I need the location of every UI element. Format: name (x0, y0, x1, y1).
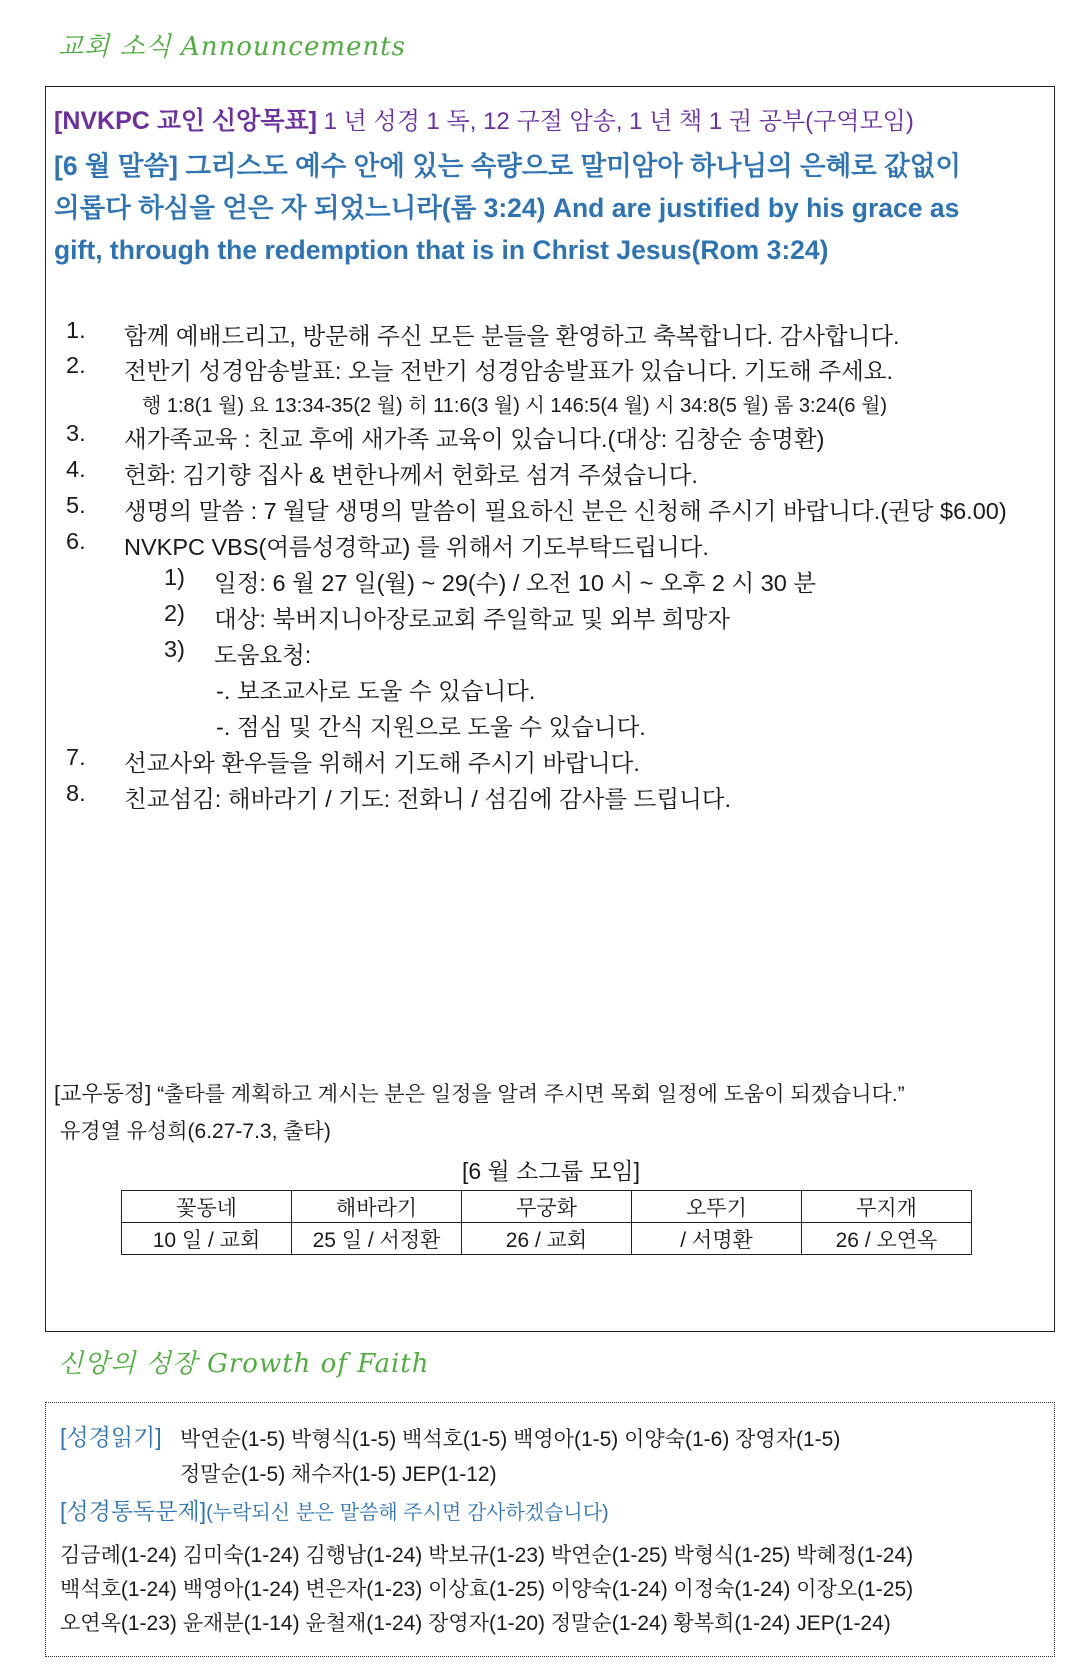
subitem-text: 일정: 6 월 27 일(월) ~ 29(수) / 오전 10 시 ~ 오후 2 시 30 분 (214, 570, 817, 596)
faith-goal (54, 101, 914, 137)
table-row (122, 1223, 972, 1255)
reading-label: [성경읽기] (60, 1424, 162, 1450)
help-text: -. 점심 및 간식 지원으로 도울 수 있습니다. (216, 714, 646, 740)
quiz-names-line: 오연옥(1-23) 윤재분(1-14) 윤철재(1-24) 장영자(1-20) 정말순(1-24) 황복희(1-24) JEP(1-24) (60, 1612, 891, 1635)
member-news (54, 1077, 905, 1108)
item-text: 친교섬김: 해바라기 / 기도: 전화니 / 섬김에 감사를 드립니다. (124, 786, 732, 812)
quiz-names (60, 1539, 1050, 1641)
item-number: 5. (66, 492, 86, 518)
table-cell: / 서명환 (632, 1223, 802, 1255)
quiz-row (60, 1493, 609, 1526)
quiz-names-line: 백석호(1-24) 백영아(1-24) 변은자(1-23) 이상효(1-25) 이양숙(1-24) 이정숙(1-24) 이장오(1-25) (60, 1578, 914, 1601)
faith-goal-label: [NVKPC 교인 신앙목표] (54, 107, 317, 135)
item-number: 8. (66, 780, 86, 806)
item-number: 6. (66, 528, 86, 554)
item-text: 함께 예배드리고, 방문해 주신 모든 분들을 환영하고 축복합니다. 감사합니다. (124, 323, 900, 349)
item-text: NVKPC VBS(여름성경학교) 를 위해서 기도부탁드립니다. (124, 534, 709, 560)
verse-line: 의롭다 하심을 얻은 자 되었느니라(롬 3:24) And are justified by his grace as (54, 193, 960, 223)
item-number: 7. (66, 744, 86, 770)
quiz-note: (누락되신 분은 말씀해 주시면 감사하겠습니다) (206, 1502, 609, 1524)
subitem-text: 대상: 북버지니아장로교회 주일학교 및 외부 희망자 (214, 606, 730, 632)
reading-names: 정말순(1-5) 채수자(1-5) JEP(1-12) (180, 1463, 497, 1486)
subitem-number: 3) (164, 636, 185, 662)
item-text: 생명의 말씀 : 7 월달 생명의 말씀이 필요하신 분은 신청해 주시기 바랍니다.(권당 $6.00) (124, 498, 1007, 524)
table-cell: 26 / 오연옥 (802, 1223, 972, 1255)
table-cell: 10 일 / 교회 (122, 1223, 292, 1255)
reading-row (60, 1419, 162, 1452)
table-header-cell: 무지개 (802, 1191, 972, 1223)
verse-line: [6 월 말씀] 그리스도 예수 안에 있는 속량으로 말미암아 하나님의 은혜로 값없이 (54, 151, 961, 181)
subitem-number: 1) (164, 564, 185, 590)
item-text: 새가족교육 : 친교 후에 새가족 교육이 있습니다.(대상: 김창순 송명환) (124, 426, 825, 452)
announcements-heading: 교회 소식 Announcements (58, 32, 406, 62)
item-text: 전반기 성경암송발표: 오늘 전반기 성경암송발표가 있습니다. 기도해 주세요. (124, 358, 894, 384)
announcements-box (45, 86, 1055, 1332)
table-header-cell: 무궁화 (462, 1191, 632, 1223)
item-number: 3. (66, 420, 86, 446)
item-number: 1. (66, 317, 86, 343)
table-header-cell: 꽃동네 (122, 1191, 292, 1223)
memory-verse-refs: 행 1:8(1 월) 요 13:34-35(2 월) 히 11:6(3 월) 시 146:5(4 월) 시 34:8(5 월) 롬 3:24(6 월) (142, 395, 888, 417)
item-text: 헌화: 김기향 집사 & 변한나께서 헌화로 섬겨 주셨습니다. (124, 462, 698, 488)
growth-heading: 신앙의 성장 Growth of Faith (58, 1349, 430, 1379)
table-header-cell: 오뚜기 (632, 1191, 802, 1223)
subitem-text: 도움요청: (214, 642, 312, 668)
growth-box (45, 1402, 1055, 1657)
verse-line: gift, through the redemption that is in Christ Jesus(Rom 3:24) (54, 235, 829, 265)
small-group-title: [6 월 소그룹 모임] (461, 1158, 641, 1184)
monthly-verse (54, 145, 1044, 271)
member-news-text: “출타를 계획하고 계시는 분은 일정을 알려 주시면 목회 일정에 도움이 되겠습니다.” (151, 1083, 905, 1106)
member-news-label: [교우동정] (54, 1081, 152, 1106)
item-text: 선교사와 환우들을 위해서 기도해 주시기 바랍니다. (124, 750, 640, 776)
small-group-table (121, 1190, 972, 1255)
reading-names: 박연순(1-5) 박형식(1-5) 백석호(1-5) 백영아(1-5) 이양숙(1-6) 장영자(1-5) (180, 1428, 841, 1451)
subitem-number: 2) (164, 600, 185, 626)
item-number: 2. (66, 352, 86, 378)
table-cell: 26 / 교회 (462, 1223, 632, 1255)
faith-goal-text: 1 년 성경 1 독, 12 구절 암송, 1 년 책 1 권 공부(구역모임) (316, 108, 914, 135)
quiz-label: [성경통독문제] (60, 1498, 207, 1524)
table-cell: 25 일 / 서정환 (292, 1223, 462, 1255)
help-text: -. 보조교사로 도울 수 있습니다. (216, 678, 536, 704)
table-header-row (122, 1191, 972, 1223)
item-number: 4. (66, 456, 86, 482)
quiz-names-line: 김금례(1-24) 김미숙(1-24) 김행남(1-24) 박보규(1-23) 박연순(1-25) 박형식(1-25) 박혜정(1-24) (60, 1544, 914, 1567)
table-header-cell: 해바라기 (292, 1191, 462, 1223)
member-news-names: 유경열 유성희(6.27-7.3, 출타) (60, 1120, 331, 1143)
